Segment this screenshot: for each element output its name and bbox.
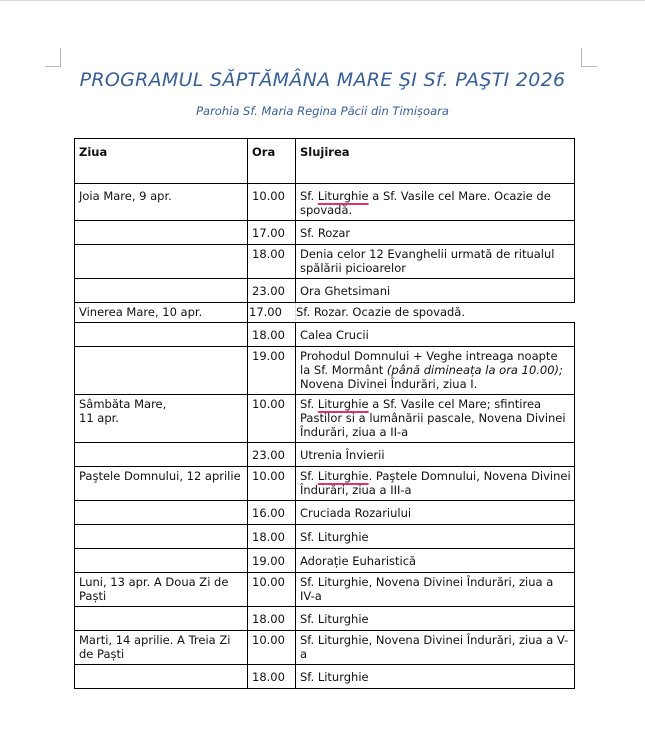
- cell-ziua: [75, 467, 248, 501]
- cell-slujirea: [296, 631, 575, 665]
- ziua-text: Marti, 14 aprilie. A Treia Zi de Paști: [79, 633, 231, 661]
- cell-slujirea: [296, 443, 575, 467]
- cell-ora: 19.00: [248, 347, 296, 395]
- slujirea-text: Sf. Liturghie, Novena Divinei Îndurări, ziua a V-a: [300, 633, 569, 661]
- cell-ora: 10.00: [248, 395, 296, 443]
- ziua-text: Sâmbăta Mare,: [79, 397, 167, 411]
- cell-ora: 17.00: [248, 221, 296, 245]
- slujirea-text: Sf.: [300, 397, 318, 411]
- window-top-edge: [0, 0, 645, 1]
- spellcheck-flagged-word[interactable]: Liturghie: [317, 397, 369, 411]
- cell-slujirea: [296, 184, 575, 221]
- table-header-row: [75, 139, 575, 184]
- cell-slujirea: [296, 665, 575, 689]
- cell-ziua: [75, 665, 248, 689]
- cell-ziua: [75, 525, 248, 549]
- cell-ziua: [75, 631, 248, 665]
- table-row: [75, 279, 575, 303]
- cell-ora: 19.00: [248, 549, 296, 573]
- cell-slujirea: [296, 303, 575, 323]
- cell-ora: 16.00: [248, 501, 296, 525]
- table-row: [75, 443, 575, 467]
- cell-ziua: [75, 443, 248, 467]
- table-row: [75, 221, 575, 245]
- cell-ziua: [75, 245, 248, 279]
- margin-corner-mark-right: [581, 48, 597, 67]
- cell-ziua: [75, 549, 248, 573]
- table-row: [75, 323, 575, 347]
- ziua-text: Paştele Domnului, 12 aprilie: [79, 469, 241, 483]
- spellcheck-flagged-word[interactable]: Liturghie: [317, 469, 369, 483]
- cell-slujirea: [296, 347, 575, 395]
- table-row: [75, 573, 575, 607]
- cell-slujirea: [296, 549, 575, 573]
- slujirea-text: Sf. Liturghie: [300, 670, 369, 684]
- cell-slujirea: [296, 221, 575, 245]
- slujirea-text: Denia celor 12 Evanghelii urmată de ritualul spălării picioarelor: [300, 247, 555, 275]
- cell-ora: 18.00: [248, 665, 296, 689]
- slujirea-text: Sf.: [300, 189, 318, 203]
- table-row: [75, 501, 575, 525]
- ziua-text: Joia Mare, 9 apr.: [79, 189, 172, 203]
- table-row: [75, 607, 575, 631]
- slujirea-text: Sf. Rozar. Ocazie de spovadă.: [296, 305, 465, 319]
- cell-ziua: [75, 184, 248, 221]
- header-slujirea: Slujirea: [296, 139, 575, 184]
- cell-slujirea: [296, 395, 575, 443]
- table-row: [75, 549, 575, 573]
- cell-ora: 23.00: [248, 443, 296, 467]
- table-row: [75, 347, 575, 395]
- cell-slujirea: [296, 573, 575, 607]
- cell-ora: 18.00: [248, 323, 296, 347]
- spellcheck-flagged-word[interactable]: Liturghie: [317, 189, 369, 203]
- schedule-table: [74, 138, 575, 689]
- slujirea-text: Sf.: [300, 469, 318, 483]
- slujirea-text: Calea Crucii: [300, 328, 369, 342]
- cell-ziua: [75, 347, 248, 395]
- table-row: [75, 665, 575, 689]
- cell-ziua: [75, 501, 248, 525]
- cell-ora: 17.00: [248, 303, 296, 323]
- slujirea-text-rest: Novena Divinei Îndurări, ziua I.: [300, 377, 478, 391]
- slujirea-text: Prohodul Domnului + Veghe intreaga noapte la Sf. Mormânt: [300, 349, 558, 377]
- cell-ziua: [75, 221, 248, 245]
- cell-slujirea: [296, 501, 575, 525]
- cell-ziua: [75, 573, 248, 607]
- ziua-text: Vinerea Mare, 10 apr.: [79, 305, 203, 319]
- cell-ora: 18.00: [248, 525, 296, 549]
- cell-ora: 10.00: [248, 184, 296, 221]
- table-row: [75, 184, 575, 221]
- cell-ora: 18.00: [248, 245, 296, 279]
- cell-ziua: [75, 279, 248, 303]
- document-title: PROGRAMUL SĂPTĂMÂNA MARE ŞI Sf. PAŞTI 2026: [79, 69, 566, 91]
- cell-ziua: [75, 395, 248, 443]
- cell-ora: 18.00: [248, 607, 296, 631]
- slujirea-text-rest: a Sf. Vasile cel Mare. Ocazie de spovadă.: [300, 189, 551, 217]
- cell-ora: 10.00: [248, 467, 296, 501]
- slujirea-text: Sf. Liturghie, Novena Divinei Îndurări, ziua a IV-a: [300, 575, 554, 603]
- cell-ora: 10.00: [248, 573, 296, 607]
- slujirea-text: Adorație Euharistică: [300, 554, 417, 568]
- cell-ziua: [75, 303, 248, 323]
- document-subtitle: Parohia Sf. Maria Regina Păcii din Timișoara: [196, 104, 449, 118]
- table-row: [75, 525, 575, 549]
- table-row: [75, 631, 575, 665]
- slujirea-text-rest: . Paştele Domnului, Novena Divinei Îndurări, ziua a III-a: [300, 469, 571, 497]
- slujirea-text: Sf. Rozar: [300, 226, 351, 240]
- table-row: [75, 467, 575, 501]
- cell-slujirea: [296, 323, 575, 347]
- slujirea-text: Utrenia Învierii: [300, 448, 385, 462]
- slujirea-italic-note: (până dimineața la ora 10.00);: [386, 363, 563, 377]
- cell-slujirea: [296, 245, 575, 279]
- cell-slujirea: [296, 279, 575, 303]
- slujirea-text: Ora Ghetsimani: [300, 284, 391, 298]
- slujirea-text: Sf. Liturghie: [300, 612, 369, 626]
- cell-slujirea: [296, 607, 575, 631]
- cell-slujirea: [296, 525, 575, 549]
- slujirea-text-rest: a Sf. Vasile cel Mare; sfintirea Pastilor si a lumânării pascale, Novena Divinei Îndurări, ziua a II-a: [300, 397, 566, 439]
- header-ziua: Ziua: [75, 139, 248, 184]
- slujirea-text: Sf. Liturghie: [300, 530, 369, 544]
- ziua-text-line2: 11 apr.: [79, 411, 119, 425]
- margin-corner-mark-left: [45, 48, 61, 67]
- table-row: [75, 395, 575, 443]
- ziua-text: Luni, 13 apr. A Doua Zi de Paști: [79, 575, 229, 603]
- slujirea-text: Cruciada Rozariului: [300, 506, 412, 520]
- cell-ora: 10.00: [248, 631, 296, 665]
- cell-ora: 23.00: [248, 279, 296, 303]
- header-ora: Ora: [248, 139, 296, 184]
- table-row: [75, 303, 575, 323]
- cell-slujirea: [296, 467, 575, 501]
- cell-ziua: [75, 607, 248, 631]
- table-row: [75, 245, 575, 279]
- cell-ziua: [75, 323, 248, 347]
